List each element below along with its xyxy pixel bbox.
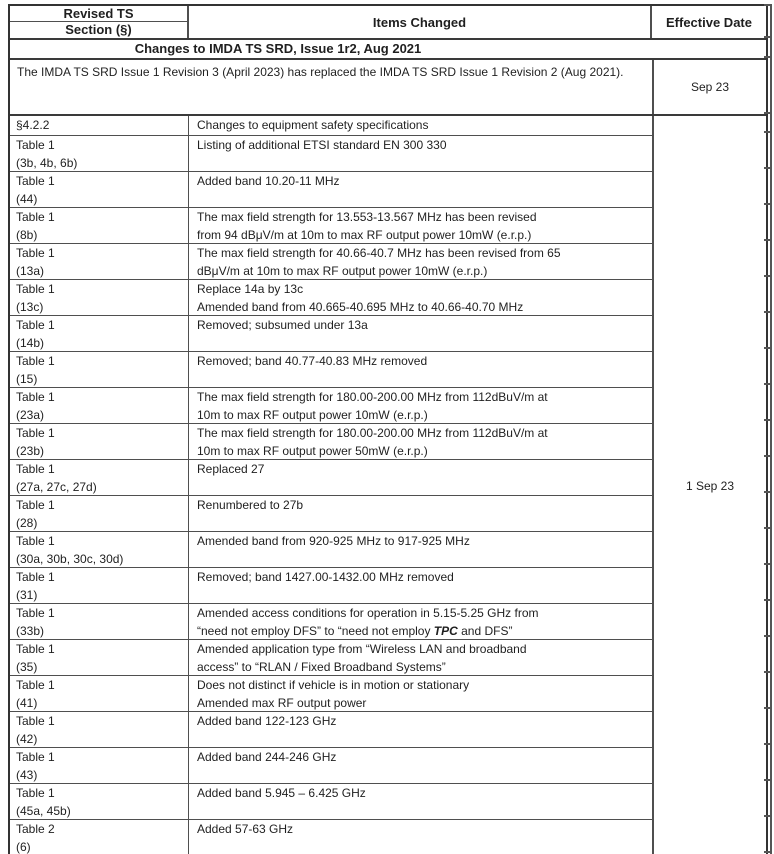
section-banner: Changes to IMDA TS SRD, Issue 1r2, Aug 2021 <box>10 38 766 58</box>
page-edge-tick <box>764 167 772 169</box>
table-row <box>10 495 652 531</box>
page-edge-tick <box>764 671 772 673</box>
table-row <box>10 459 652 495</box>
table-row <box>10 567 652 603</box>
row-items-changed-cell: Added band 244-246 GHz <box>197 750 337 764</box>
page-edge-tick <box>764 851 772 853</box>
table-row <box>10 243 652 279</box>
row-items-changed-cell: Removed; band 40.77-40.83 MHz removed <box>197 354 428 368</box>
table-row <box>10 603 652 639</box>
page-edge-tick <box>764 779 772 781</box>
row-items-changed-cell: Added 57-63 GHz <box>197 822 294 836</box>
row-section-cell: Table 1 (42) <box>10 712 189 747</box>
table-row <box>10 207 652 243</box>
row-section-cell: Table 1 (23b) <box>10 424 189 459</box>
row-items-changed-cell: Listing of additional ETSI standard EN 300 330 <box>197 138 447 152</box>
row-section-cell: Table 1 (44) <box>10 172 189 207</box>
table-row <box>10 747 652 783</box>
changes-rows <box>10 116 654 854</box>
page-edge-tick <box>764 707 772 709</box>
page-edge-tick <box>764 347 772 349</box>
row-items-changed-cell: Amended band from 920-925 MHz to 917-925 MHz <box>197 534 470 548</box>
row-section-cell: Table 1 (43) <box>10 748 189 783</box>
row-items-changed-cell: Changes to equipment safety specifications <box>197 118 429 132</box>
page-edge-tick <box>764 36 772 38</box>
page-edge-tick <box>764 311 772 313</box>
page-edge-tick <box>764 527 772 529</box>
row-items-changed-cell: Added band 122-123 GHz <box>197 714 337 728</box>
row-section-cell: Table 1 (3b, 4b, 6b) <box>10 136 189 171</box>
header-revised-ts-section <box>10 6 189 38</box>
header-effective-date: Effective Date <box>666 14 752 30</box>
table-row <box>10 116 652 135</box>
page-edge-tick <box>764 455 772 457</box>
page-edge-tick <box>764 491 772 493</box>
row-section-cell: Table 1 (13c) <box>10 280 189 315</box>
table-row <box>10 639 652 675</box>
row-section-cell: Table 1 (23a) <box>10 388 189 423</box>
table-header-row <box>10 6 766 38</box>
row-items-changed-cell: Removed; band 1427.00-1432.00 MHz removed <box>197 570 454 584</box>
header-revised-ts: Revised TS <box>10 6 187 22</box>
page-edge-tick <box>764 112 772 114</box>
page-edge-tick <box>764 743 772 745</box>
row-items-changed-cell: Replace 14a by 13c Amended band from 40.665-40.695 MHz to 40.66-40.70 MHz <box>197 282 524 314</box>
row-items-changed-cell: Amended access conditions for operation in 5.15-5.25 GHz from “need not employ DFS” to “need not employ TPC and DFS” <box>197 606 539 638</box>
row-section-cell: Table 1 (33b) <box>10 604 189 639</box>
page-edge-tick <box>764 239 772 241</box>
page-edge-tick <box>764 203 772 205</box>
replacement-notice-date: Sep 23 <box>690 80 730 94</box>
page-edge-tick <box>764 563 772 565</box>
page-edge-tick <box>764 131 772 133</box>
row-section-cell: Table 1 (41) <box>10 676 189 711</box>
row-section-cell: Table 1 (14b) <box>10 316 189 351</box>
row-items-changed-cell: Added band 5.945 – 6.425 GHz <box>197 786 366 800</box>
table-row <box>10 531 652 567</box>
table-row <box>10 423 652 459</box>
replacement-notice-text: The IMDA TS SRD Issue 1 Revision 3 (April 2023) has replaced the IMDA TS SRD Issue 1 Revision 2 (Aug 2021). <box>10 60 654 114</box>
row-items-changed-cell: The max field strength for 40.66-40.7 MHz has been revised from 65 dBμV/m at 10m to max RF output power 10mW (e.r.p.) <box>197 246 561 278</box>
table-row <box>10 819 652 854</box>
header-items-changed: Items Changed <box>189 6 652 38</box>
row-section-cell: Table 1 (31) <box>10 568 189 603</box>
row-section-cell: Table 1 (27a, 27c, 27d) <box>10 460 189 495</box>
page-edge-tick <box>764 56 772 58</box>
row-section-cell: Table 1 (35) <box>10 640 189 675</box>
page-edge-tick <box>764 815 772 817</box>
row-items-changed-cell: The max field strength for 13.553-13.567 MHz has been revised from 94 dBμV/m at 10m to max RF output power 10mW (e.r.p.) <box>197 210 537 242</box>
table-row <box>10 279 652 315</box>
table-row <box>10 171 652 207</box>
table-row <box>10 351 652 387</box>
row-items-changed-cell: Added band 10.20-11 MHz <box>197 174 340 188</box>
page-edge-tick <box>764 4 772 6</box>
row-items-changed-cell: Amended application type from “Wireless LAN and broadband access” to “RLAN / Fixed Broadband Systems” <box>197 642 527 674</box>
page-edge-tick <box>764 383 772 385</box>
row-section-cell: Table 2 (6) <box>10 820 189 854</box>
table-row <box>10 315 652 351</box>
row-section-cell: Table 1 (8b) <box>10 208 189 243</box>
changes-rows-section <box>10 114 766 854</box>
table-row <box>10 387 652 423</box>
table-row <box>10 135 652 171</box>
row-section-cell: Table 1 (13a) <box>10 244 189 279</box>
row-items-changed-cell: The max field strength for 180.00-200.00 MHz from 112dBuV/m at 10m to max RF output power 50mW (e.r.p.) <box>197 426 548 458</box>
row-items-changed-cell: Replaced 27 <box>197 462 265 476</box>
row-section-cell: Table 1 (45a, 45b) <box>10 784 189 819</box>
table-row <box>10 675 652 711</box>
row-section-cell: Table 1 (30a, 30b, 30c, 30d) <box>10 532 189 567</box>
row-items-changed-cell: Renumbered to 27b <box>197 498 304 512</box>
changes-table <box>8 4 768 854</box>
row-items-changed-cell: Does not distinct if vehicle is in motion or stationary Amended max RF output power <box>197 678 470 710</box>
row-items-changed-cell: The max field strength for 180.00-200.00 MHz from 112dBuV/m at 10m to max RF output power 10mW (e.r.p.) <box>197 390 548 422</box>
page-edge-tick <box>764 635 772 637</box>
header-section: Section (§) <box>65 22 132 37</box>
row-section-cell: §4.2.2 <box>10 116 189 135</box>
row-items-changed-cell: Removed; subsumed under 13a <box>197 318 368 332</box>
page-edge-tick <box>764 419 772 421</box>
page-edge-tick <box>764 275 772 277</box>
row-section-cell: Table 1 (28) <box>10 496 189 531</box>
replacement-notice-row <box>10 58 766 114</box>
table-row <box>10 711 652 747</box>
page-edge-tick <box>764 599 772 601</box>
table-row <box>10 783 652 819</box>
row-section-cell: Table 1 (15) <box>10 352 189 387</box>
changes-effective-date: 1 Sep 23 <box>685 478 735 493</box>
